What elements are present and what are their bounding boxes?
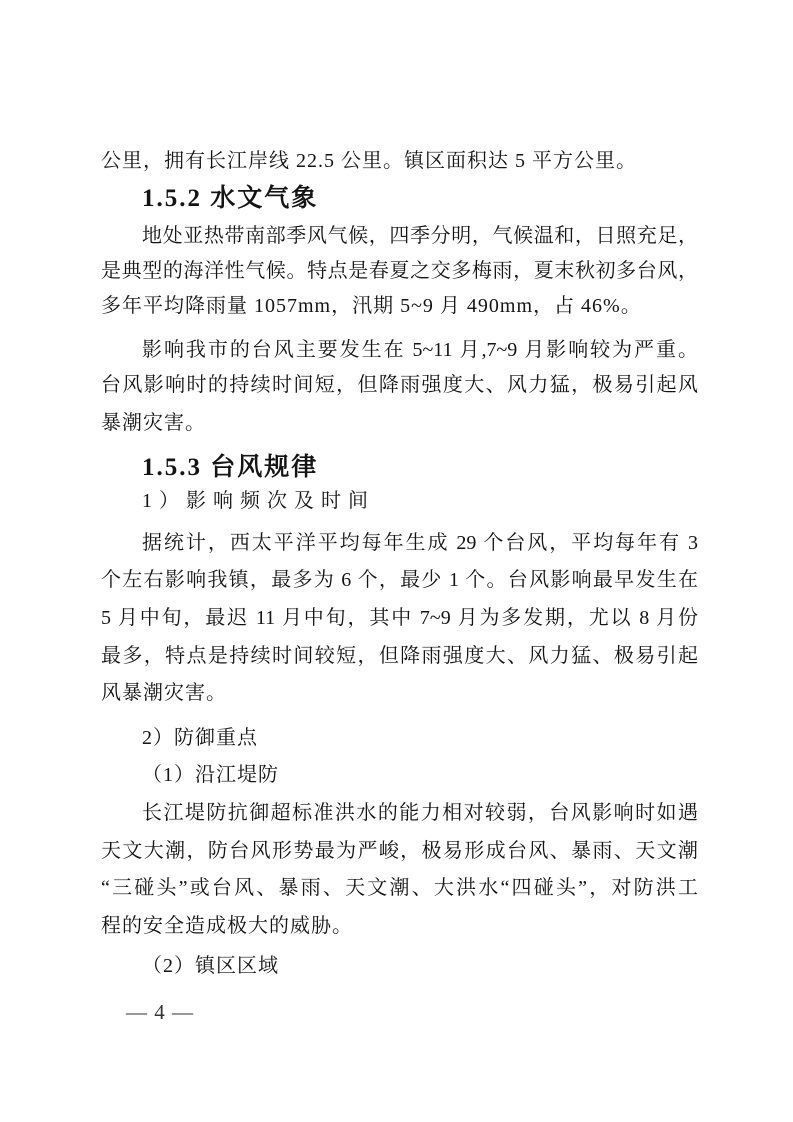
paragraph-line: 影响我市的台风主要发生在 5~11 月,7~9 月影响较为严重。: [142, 339, 698, 361]
paragraph-line: 程的安全造成极大的威胁。: [101, 915, 353, 937]
paragraph-line: 多年平均降雨量 1057mm，汛期 5~9 月 490mm，占 46%。: [101, 295, 642, 317]
section-heading-1-5-2: 1.5.2 水文气象: [142, 185, 319, 212]
paragraph-line: 天文大潮，防台风形势最为严峻，极易形成台风、暴雨、天文潮: [101, 840, 698, 862]
subitem-heading: （2）镇区区域: [142, 955, 279, 977]
section-heading-1-5-3: 1.5.3 台风规律: [142, 454, 319, 481]
subitem-heading: 2）防御重点: [142, 727, 258, 749]
paragraph-line: 最多，特点是持续时间较短，但降雨强度大、风力猛、极易引起: [101, 645, 698, 667]
paragraph-line: 5 月中旬，最迟 11 月中旬，其中 7~9 月为多发期，尤以 8 月份: [101, 607, 698, 629]
paragraph-line: 地处亚热带南部季风气候，四季分明，气候温和，日照充足，: [142, 225, 698, 247]
subitem-heading: （1）沿江堤防: [142, 764, 279, 786]
paragraph-line: 据统计，西太平洋平均每年生成 29 个台风，平均每年有 3: [142, 532, 698, 554]
page-number: — 4 —: [126, 1000, 194, 1024]
paragraph-line: 长江堤防抗御超标准洪水的能力相对较弱，台风影响时如遇: [142, 802, 698, 824]
paragraph-line: 风暴潮灾害。: [101, 682, 227, 704]
subitem-heading: 1）影响频次及时间: [142, 490, 375, 512]
paragraph-line: “三碰头”或台风、暴雨、天文潮、大洪水“四碰头”，对防洪工: [101, 877, 698, 899]
paragraph-line: 公里，拥有长江岸线 22.5 公里。镇区面积达 5 平方公里。: [101, 150, 637, 172]
paragraph-line: 是典型的海洋性气候。特点是春夏之交多梅雨，夏末秋初多台风，: [101, 260, 698, 282]
paragraph-line: 台风影响时的持续时间短，但降雨强度大、风力猛，极易引起风: [101, 374, 698, 396]
paragraph-line: 暴潮灾害。: [101, 412, 206, 434]
paragraph-line: 个左右影响我镇，最多为 6 个，最少 1 个。台风影响最早发生在: [101, 569, 698, 591]
